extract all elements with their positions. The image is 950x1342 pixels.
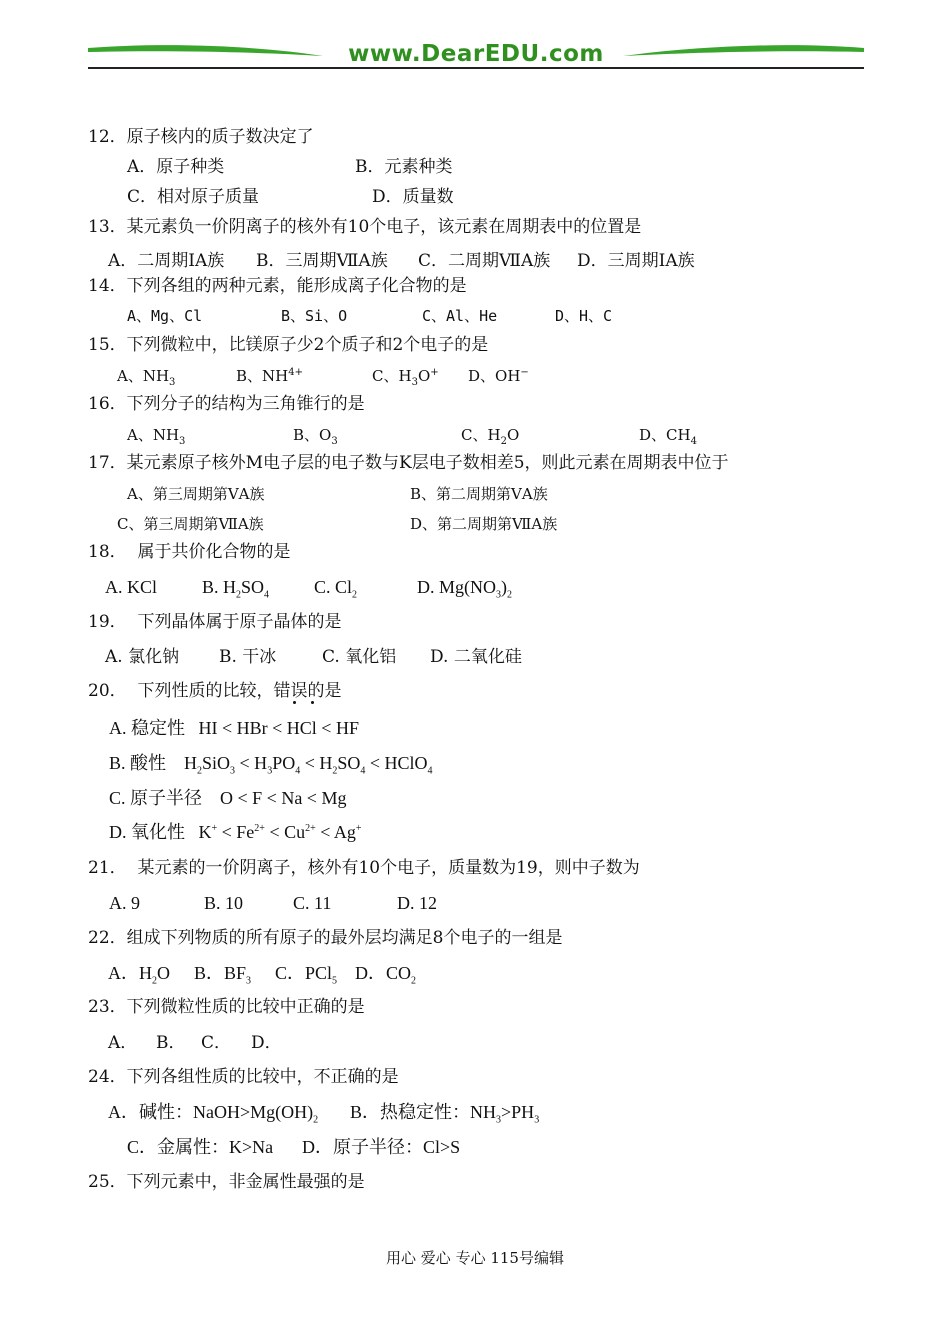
question-13: 13．某元素负一价阴离子的核外有10个电子，该元素在周期表中的位置是 bbox=[88, 217, 642, 237]
emphasis-dot bbox=[311, 701, 314, 704]
q17-option-b: B、第二周期第ⅤA族 bbox=[410, 485, 548, 503]
question-25: 25．下列元素中，非金属性最强的是 bbox=[88, 1172, 365, 1192]
q21-option-a: A. 9 bbox=[109, 893, 140, 913]
q15-option-d: D、OH− bbox=[468, 367, 529, 385]
q22-option-b: B．$BF_3$ bbox=[194, 963, 252, 987]
q15-option-b: B、$NH^{4+}$ bbox=[236, 367, 303, 385]
question-19: 19． 下列晶体属于原子晶体的是 bbox=[88, 612, 342, 632]
q14-option-c: C、Al、He bbox=[422, 307, 498, 325]
q20-option-c: C. 原子半径 O < F < Na < Mg bbox=[109, 788, 347, 808]
q18-option-d: D. $Mg(NO_3)_2$ bbox=[417, 577, 512, 601]
q19-option-c: C. 氧化铝 bbox=[322, 647, 397, 667]
q24-option-a: A．碱性：$NaOH>Mg(OH)_2$ bbox=[108, 1102, 319, 1126]
q23-option-c: C． bbox=[201, 1033, 232, 1053]
emphasis-dot bbox=[293, 701, 296, 704]
q20-option-b: B. 酸性 $H_2SiO_3 < H_3PO_4 < H_2SO_4$ < HClO$_4$ bbox=[109, 753, 433, 777]
q22-option-a: A．$H_2O$ bbox=[108, 963, 170, 987]
q12-option-d: D．质量数 bbox=[372, 187, 454, 207]
q16-option-c: C、$H_2O$ bbox=[461, 426, 520, 447]
q21-option-b: B. 10 bbox=[204, 893, 244, 913]
question-16: 16．下列分子的结构为三角锥行的是 bbox=[88, 394, 365, 414]
question-17: 17．某元素原子核外M电子层的电子数与K层电子数相差5，则此元素在周期表中位于 bbox=[88, 453, 729, 473]
q17-option-d: D、第二周期第ⅦA族 bbox=[410, 515, 558, 533]
q17-option-a: A、第三周期第ⅤA族 bbox=[127, 485, 265, 503]
q16-option-a: A、$NH_3$ bbox=[127, 426, 186, 447]
q21-option-d: D. 12 bbox=[397, 893, 437, 913]
q24-option-c: C．金属性：K>Na bbox=[127, 1137, 274, 1157]
q24-option-b: B．热稳定性：$NH_3>PH_3$ bbox=[350, 1102, 540, 1126]
q12-option-a: A．原子种类 bbox=[127, 157, 225, 177]
q23-option-b: B． bbox=[156, 1033, 186, 1053]
q18-option-a: A. KCl bbox=[105, 577, 158, 597]
q12-option-c: C．相对原子质量 bbox=[127, 187, 260, 207]
q15-option-a: A、$NH_3$ bbox=[117, 367, 176, 388]
question-14: 14．下列各组的两种元素，能形成离子化合物的是 bbox=[88, 276, 467, 296]
q21-option-c: C. 11 bbox=[293, 893, 332, 913]
question-12: 12．原子核内的质子数决定了 bbox=[88, 127, 314, 147]
q16-option-b: B、$O_3$ bbox=[293, 426, 338, 447]
q19-option-a: A. 氯化钠 bbox=[105, 647, 180, 667]
q13-option-a: A．二周期IA族 bbox=[108, 251, 225, 271]
q24-option-d: D．原子半径：Cl>S bbox=[302, 1137, 461, 1157]
q13-option-b: B．三周期ⅦA族 bbox=[256, 251, 388, 271]
q19-option-d: D. 二氧化硅 bbox=[430, 647, 522, 667]
q13-option-d: D．三周期IA族 bbox=[577, 251, 695, 271]
question-15: 15．下列微粒中，比镁原子少2个质子和2个电子的是 bbox=[88, 335, 489, 355]
question-21: 21． 某元素的一价阴离子，核外有10个电子，质量数为19，则中子数为 bbox=[88, 858, 640, 878]
q15-option-c: C、$H_3O^+$ bbox=[372, 367, 439, 388]
q18-option-b: B. $H_2SO_4$ bbox=[202, 577, 270, 601]
q19-option-b: B. 干冰 bbox=[219, 647, 277, 667]
q16-option-d: D、$CH_4$ bbox=[639, 426, 697, 447]
q22-option-d: D．$CO_2$ bbox=[355, 963, 417, 987]
header-rule bbox=[88, 67, 864, 69]
question-20: 20． 下列性质的比较，错误的是 bbox=[88, 681, 342, 701]
q20-option-a: A. 稳定性 HI < HBr < HCl < HF bbox=[109, 718, 359, 738]
q23-option-a: A． bbox=[108, 1033, 138, 1053]
question-22: 22．组成下列物质的所有原子的最外层均满足8个电子的一组是 bbox=[88, 928, 563, 948]
question-24: 24．下列各组性质的比较中，不正确的是 bbox=[88, 1067, 399, 1087]
question-18: 18． 属于共价化合物的是 bbox=[88, 542, 291, 562]
q14-option-b: B、Si、O bbox=[281, 307, 348, 325]
question-23: 23．下列微粒性质的比较中正确的是 bbox=[88, 997, 365, 1017]
q18-option-c: C. $Cl_2$ bbox=[314, 577, 358, 601]
q20-option-d: D. 氧化性 $K^+ < Fe^{2+} < Cu^{2+} < Ag^+$ bbox=[109, 822, 362, 842]
q23-option-d: D． bbox=[251, 1033, 282, 1053]
page-footer: 用心 爱心 专心 115号编辑 bbox=[386, 1249, 564, 1267]
q22-option-c: C．PCl$_5$ bbox=[275, 963, 338, 987]
q12-option-b: B．元素种类 bbox=[355, 157, 453, 177]
q14-option-a: A、Mg、Cl bbox=[127, 307, 203, 325]
q17-option-c: C、第三周期第ⅦA族 bbox=[117, 515, 264, 533]
q14-option-d: D、H、C bbox=[555, 307, 613, 325]
site-logo[interactable]: www.DearEDU.com bbox=[348, 41, 604, 67]
q13-option-c: C．二周期ⅦA族 bbox=[418, 251, 551, 271]
